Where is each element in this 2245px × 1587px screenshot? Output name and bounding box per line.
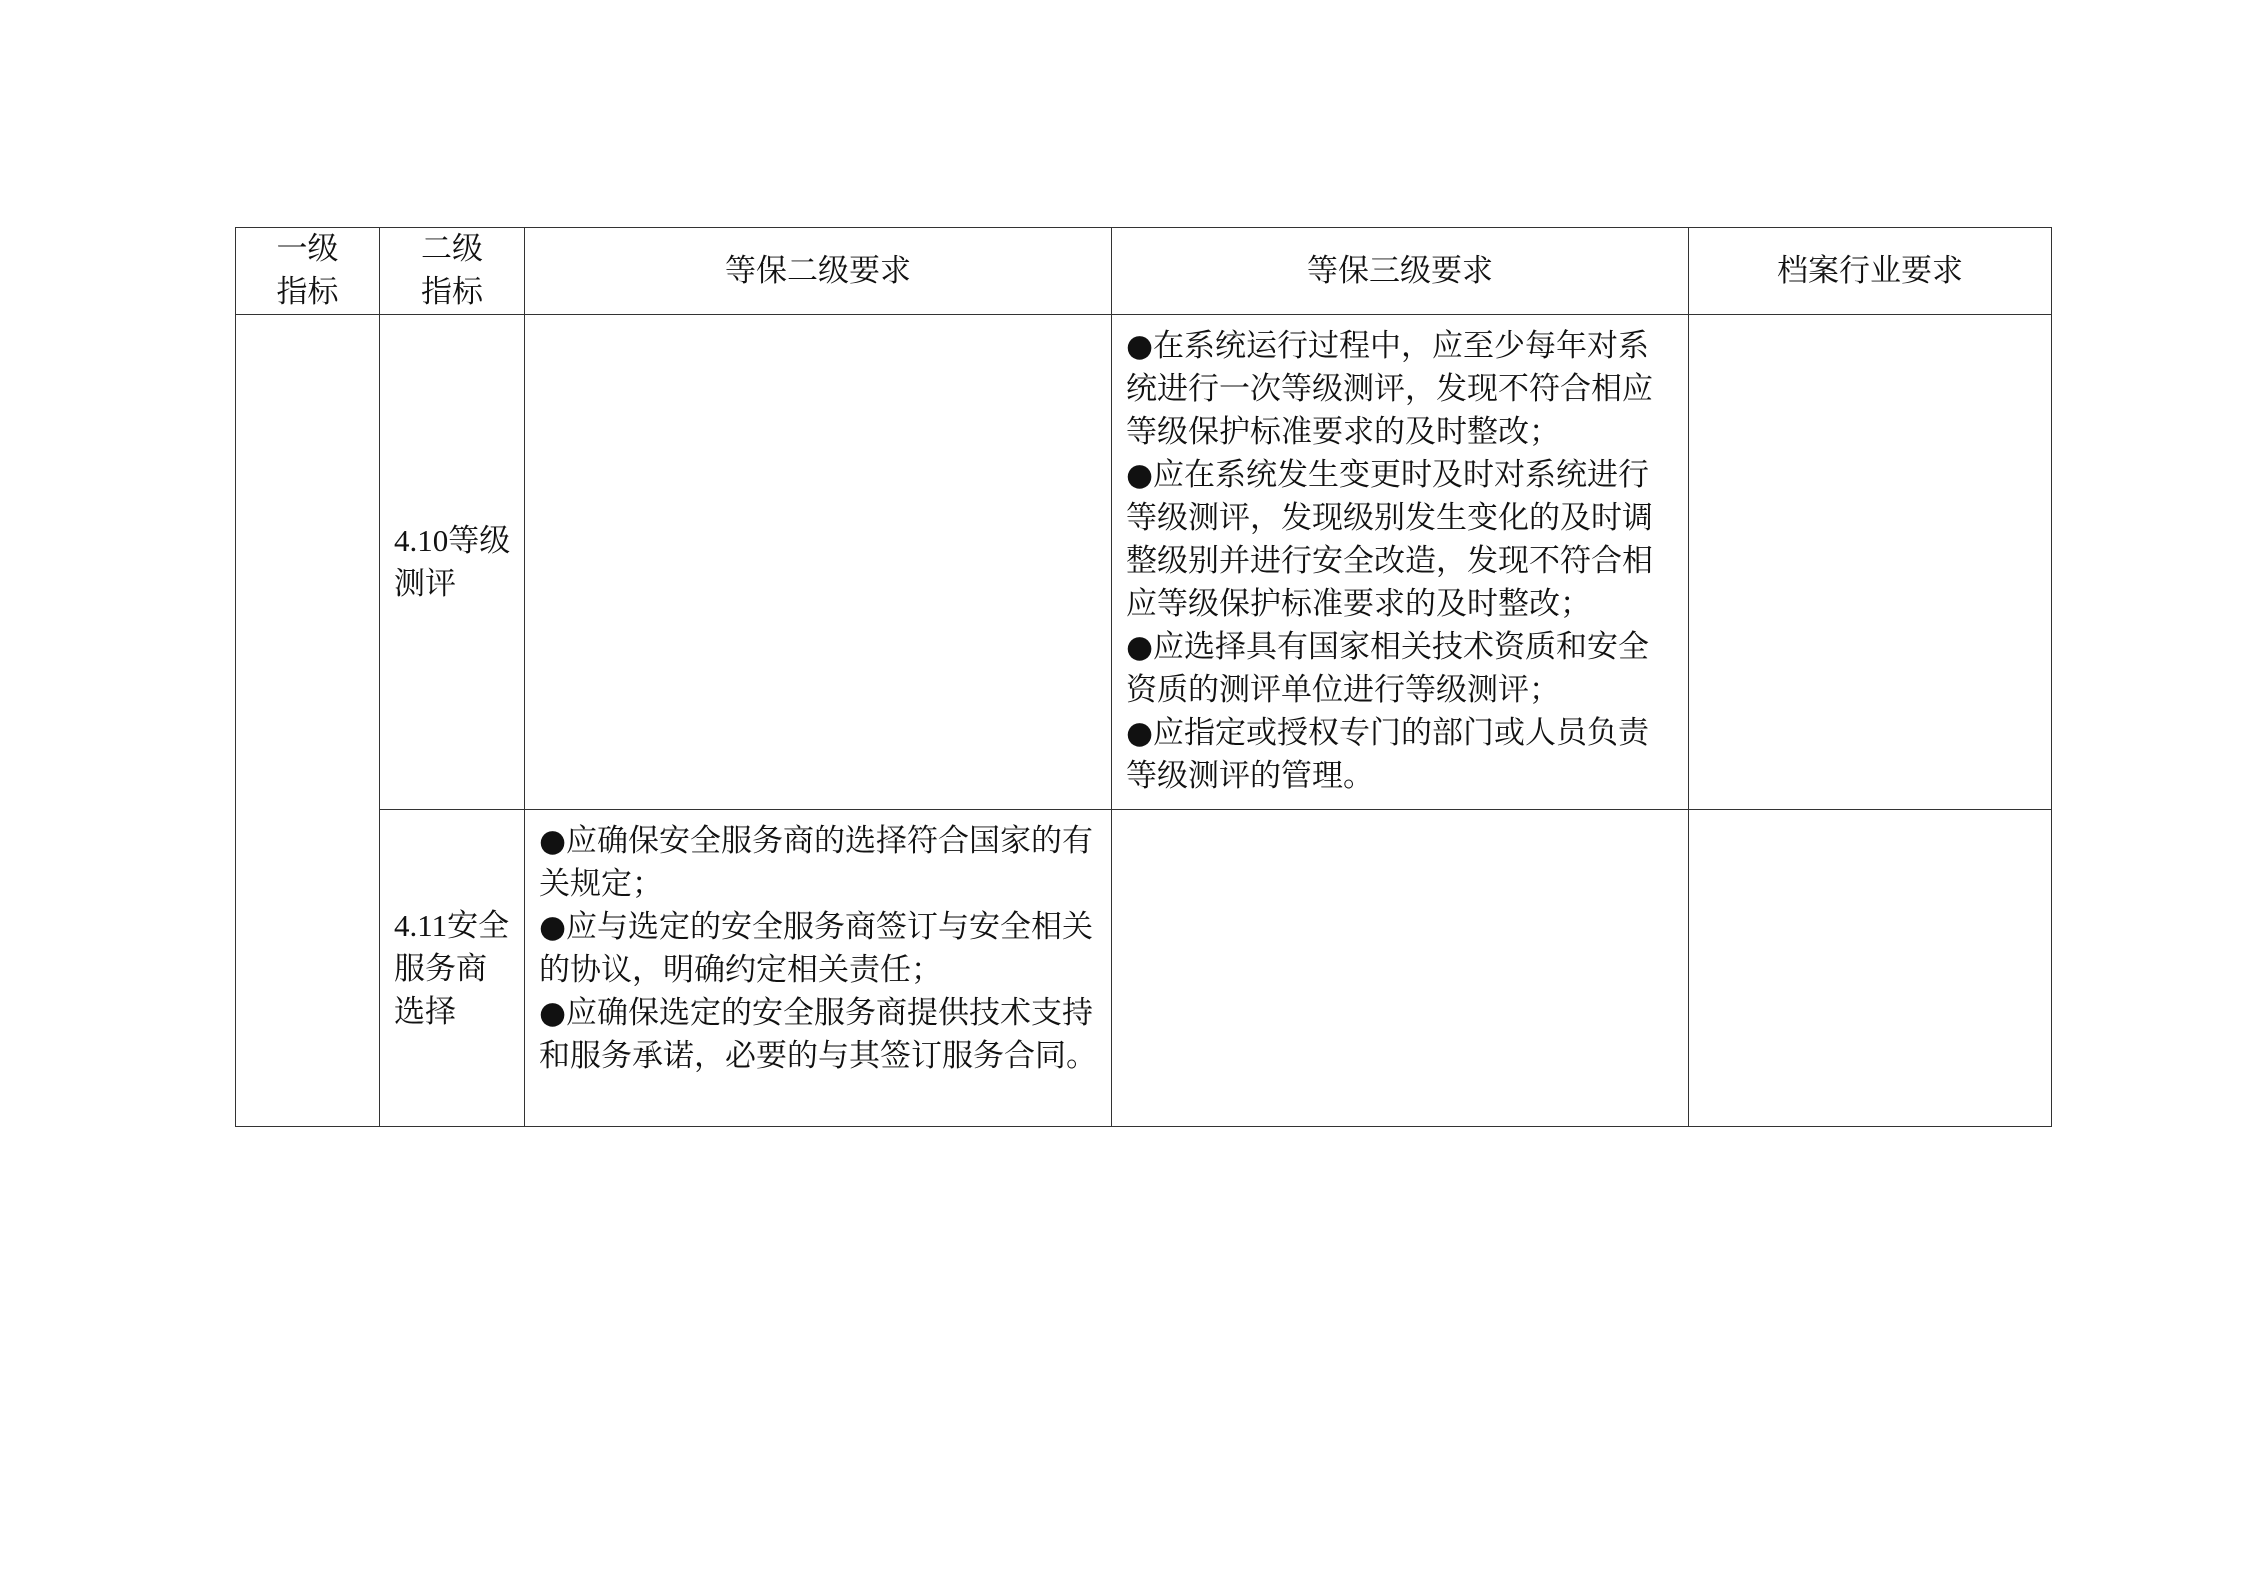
cell-level2 (380, 810, 525, 1127)
cell-grade3 (1112, 315, 1689, 810)
header-level1-line1: 一级 (276, 231, 339, 267)
header-archive: 档案行业要求 (1689, 228, 2052, 315)
requirement-item: ●在系统运行过程中，应至少每年对系统进行一次等级测评，发现不符合相应等级保护标准要求的及时整改； (1126, 328, 1653, 450)
cell-grade2 (525, 810, 1112, 1127)
cell-level1 (236, 315, 380, 1127)
header-level1-line2: 指标 (276, 274, 339, 310)
requirement-item: ●应指定或授权专门的部门或人员负责等级测评的管理。 (1126, 715, 1650, 794)
table-row (236, 810, 2052, 1127)
table-row (236, 315, 2052, 810)
requirements-table (235, 227, 2052, 1127)
cell-archive (1689, 315, 2052, 810)
sub-indicator-label: 4.10等级测评 (394, 523, 511, 601)
requirement-item: ●应确保安全服务商的选择符合国家的有关规定； (539, 823, 1094, 902)
header-level2 (380, 228, 525, 315)
requirement-item: ●应与选定的安全服务商签订与安全相关的协议，明确约定相关责任； (539, 909, 1094, 988)
sub-indicator-label: 4.11安全服务商选择 (394, 907, 510, 1029)
requirement-item: ●应确保选定的安全服务商提供技术支持和服务承诺，必要的与其签订服务合同。 (539, 995, 1097, 1074)
table-header-row (236, 228, 2052, 315)
header-level2-line1: 二级 (421, 231, 483, 267)
cell-level2 (380, 315, 525, 810)
header-grade2: 等保二级要求 (525, 228, 1112, 315)
cell-grade3 (1112, 810, 1689, 1127)
header-level1 (236, 228, 380, 315)
requirement-item: ●应在系统发生变更时及时对系统进行等级测评，发现级别发生变化的及时调整级别并进行安全改造，发现不符合相应等级保护标准要求的及时整改； (1126, 457, 1653, 622)
requirement-item: ●应选择具有国家相关技术资质和安全资质的测评单位进行等级测评； (1126, 629, 1650, 708)
header-grade3: 等保三级要求 (1112, 228, 1689, 315)
cell-archive (1689, 810, 2052, 1127)
header-level2-line2: 指标 (421, 274, 483, 310)
cell-grade2 (525, 315, 1112, 810)
